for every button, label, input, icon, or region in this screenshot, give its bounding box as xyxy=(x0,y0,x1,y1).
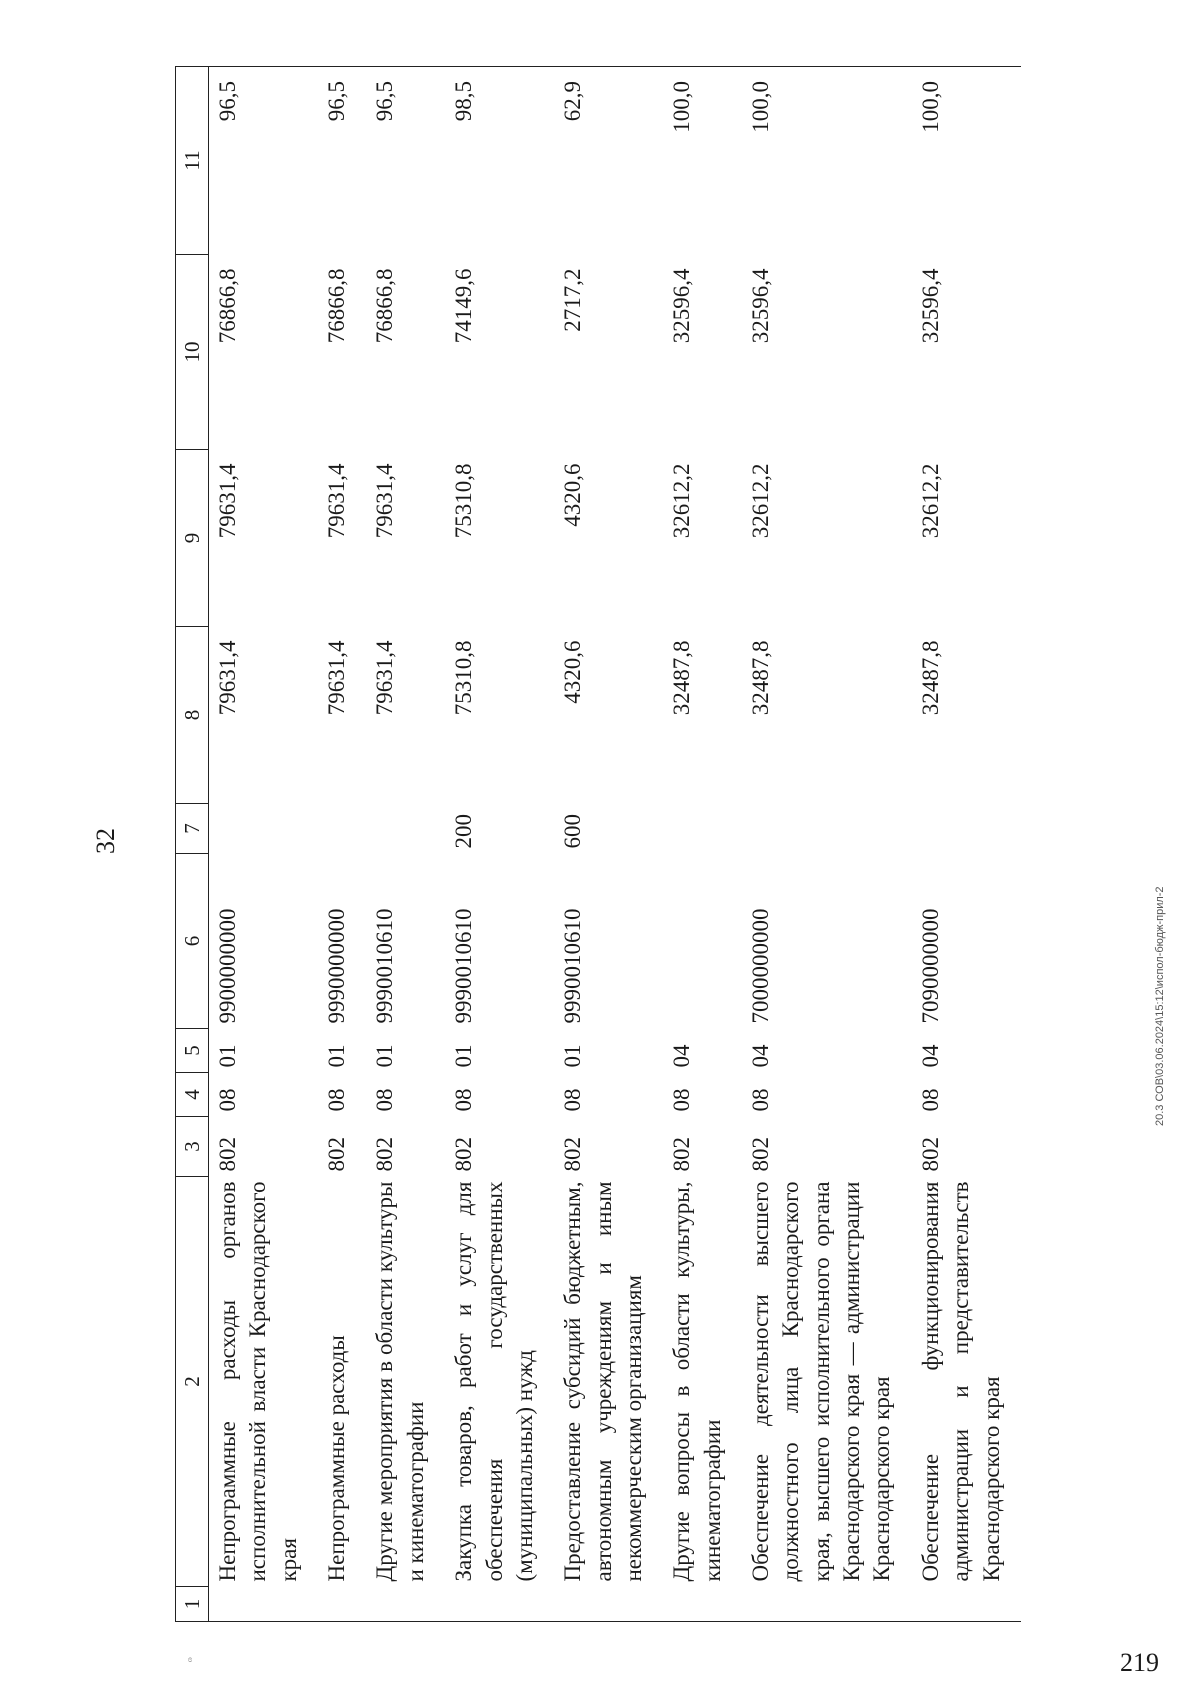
cell-col-1 xyxy=(318,1587,366,1622)
cell-subsection: 01 xyxy=(215,1044,240,1068)
cell-subsection: 04 xyxy=(917,1044,943,1068)
cell-section: 08 xyxy=(372,1088,398,1112)
cell-refined: 75310,8 xyxy=(451,463,477,539)
cell-executed: 32596,4 xyxy=(748,268,774,344)
cell-admin-code: 802 xyxy=(917,1137,943,1172)
header-row xyxy=(176,67,209,1622)
cell-col-1 xyxy=(366,1587,445,1622)
cell-target-article: 9990010610 xyxy=(372,908,398,1024)
cell-target-article: 9900000000 xyxy=(215,908,240,1024)
col-header-4: 4 xyxy=(176,1073,209,1117)
cell-col-1 xyxy=(742,1587,912,1622)
table-row xyxy=(445,67,554,1622)
cell-subsection: 01 xyxy=(372,1044,398,1068)
cell-expense-type xyxy=(209,804,319,854)
table-body xyxy=(209,67,1021,1622)
cell-target-article: 7000000000 xyxy=(748,908,774,1024)
col-header-10: 10 xyxy=(176,255,209,450)
col-header-11: 11 xyxy=(176,67,209,255)
cell-col-1 xyxy=(912,1587,1021,1622)
cell-refined: 4320,6 xyxy=(560,463,586,527)
cell-approved: 79631,4 xyxy=(215,640,240,716)
table-row xyxy=(318,67,366,1622)
cell-approved: 32487,8 xyxy=(669,640,695,716)
cell-approved: 79631,4 xyxy=(372,640,398,716)
cell-percent: 100,0 xyxy=(742,67,912,255)
cell-approved: 32487,8 xyxy=(748,640,774,716)
col-header-3: 3 xyxy=(176,1117,209,1177)
cell-refined: 32612,2 xyxy=(917,463,943,539)
table-row xyxy=(742,67,912,1622)
cell-admin-code: 802 xyxy=(372,1137,398,1172)
cell-expense-type xyxy=(912,804,1021,854)
cell-target-article xyxy=(663,854,742,1029)
cell-executed: 76866,8 xyxy=(372,268,398,344)
cell-admin-code: 802 xyxy=(669,1137,695,1172)
cell-subsection: 01 xyxy=(560,1044,586,1068)
cell-refined: 79631,4 xyxy=(372,463,398,539)
page-number: 219 xyxy=(1120,1648,1159,1677)
cell-executed: 76866,8 xyxy=(215,268,240,344)
cell-admin-code: 802 xyxy=(748,1137,774,1172)
cell-percent: 100,0 xyxy=(912,67,1021,255)
cell-section: 08 xyxy=(451,1088,477,1112)
col-header-7: 7 xyxy=(176,804,209,854)
cell-admin-code: 802 xyxy=(560,1137,586,1172)
cell-executed: 74149,6 xyxy=(451,268,477,344)
cell-col-1 xyxy=(554,1587,663,1622)
table-row xyxy=(663,67,742,1622)
cell-expense-type xyxy=(318,804,366,854)
cell-description: Другие мероприятия в области культуры и кинематографии xyxy=(372,1181,428,1582)
col-header-9: 9 xyxy=(176,450,209,627)
col-header-5: 5 xyxy=(176,1029,209,1073)
cell-executed: 76866,8 xyxy=(324,268,350,344)
cell-col-1 xyxy=(209,1587,319,1622)
col-header-1: 1 xyxy=(176,1587,209,1622)
cell-refined: 79631,4 xyxy=(215,463,240,539)
cell-description: Непрограммные расходы xyxy=(324,1335,350,1582)
cell-subsection: 01 xyxy=(324,1044,350,1068)
col-header-2: 2 xyxy=(176,1177,209,1587)
cell-col-1 xyxy=(663,1587,742,1622)
cell-percent: 96,5 xyxy=(318,67,366,255)
col-header-8: 8 xyxy=(176,627,209,804)
cell-executed: 32596,4 xyxy=(669,268,695,344)
cell-admin-code: 802 xyxy=(215,1137,240,1172)
cell-expense-type: 600 xyxy=(560,814,586,849)
cell-expense-type: 200 xyxy=(451,814,477,849)
cell-percent: 98,5 xyxy=(445,67,554,255)
table-row xyxy=(209,67,319,1622)
budget-table-rotated xyxy=(175,67,1004,1622)
cell-description: Непрограммные расходы органов исполнительной власти Краснодарского края xyxy=(215,1181,301,1582)
cell-section: 08 xyxy=(215,1088,240,1112)
cell-admin-code: 802 xyxy=(451,1137,477,1172)
cell-target-article: 7090000000 xyxy=(917,908,943,1024)
page-top-number: 32 xyxy=(91,828,120,854)
cell-percent: 62,9 xyxy=(554,67,663,255)
cell-percent: 96,5 xyxy=(366,67,445,255)
cell-expense-type xyxy=(366,804,445,854)
cell-admin-code: 802 xyxy=(324,1137,350,1172)
cell-expense-type xyxy=(663,804,742,854)
cell-refined: 32612,2 xyxy=(748,463,774,539)
cell-percent: 100,0 xyxy=(663,67,742,255)
cell-refined: 79631,4 xyxy=(324,463,350,539)
cell-approved: 79631,4 xyxy=(324,640,350,716)
cell-col-1 xyxy=(445,1587,554,1622)
cell-subsection: 04 xyxy=(748,1044,774,1068)
cell-executed: 32596,4 xyxy=(917,268,943,344)
cell-description: Другие вопросы в области культуры, кинематографии xyxy=(669,1181,725,1582)
cell-approved: 75310,8 xyxy=(451,640,477,716)
cell-target-article: 9990000000 xyxy=(324,908,350,1024)
cell-expense-type xyxy=(742,804,912,854)
cell-section: 08 xyxy=(324,1088,350,1112)
cell-section: 08 xyxy=(917,1088,943,1112)
cell-approved: 4320,6 xyxy=(560,640,586,704)
cell-percent: 96,5 xyxy=(209,67,319,255)
cell-executed: 2717,2 xyxy=(560,268,586,332)
scan-mark: ɞ xyxy=(188,1654,192,1664)
budget-table xyxy=(175,66,1021,1622)
cell-description: Обеспечение деятельности высшего должностного лица Краснодарского края, высшего исполнительного органа Краснодарского края — администрации Краснодарского края xyxy=(748,1181,895,1582)
cell-refined: 32612,2 xyxy=(669,463,695,539)
document-stamp: 20.3 СОВ\03.06.2024\15:12\испол-бюдж-прил-2 xyxy=(1154,886,1166,1126)
cell-description: Обеспечение функционирования администрации и представительств Краснодарского края xyxy=(917,1181,1004,1582)
cell-subsection: 04 xyxy=(669,1044,695,1068)
table-row xyxy=(554,67,663,1622)
cell-target-article: 9990010610 xyxy=(451,908,477,1024)
cell-subsection: 01 xyxy=(451,1044,477,1068)
cell-target-article: 9990010610 xyxy=(560,908,586,1024)
col-header-6: 6 xyxy=(176,854,209,1029)
cell-section: 08 xyxy=(560,1088,586,1112)
cell-section: 08 xyxy=(748,1088,774,1112)
cell-approved: 32487,8 xyxy=(917,640,943,716)
cell-section: 08 xyxy=(669,1088,695,1112)
cell-description: Предоставление субсидий бюджетным, автономным учреждениям и иным некоммерческим организациям xyxy=(560,1181,646,1582)
cell-description: Закупка товаров, работ и услуг для обеспечения государственных (муниципальных) нужд xyxy=(451,1181,537,1582)
table-row xyxy=(366,67,445,1622)
table-row xyxy=(912,67,1021,1622)
